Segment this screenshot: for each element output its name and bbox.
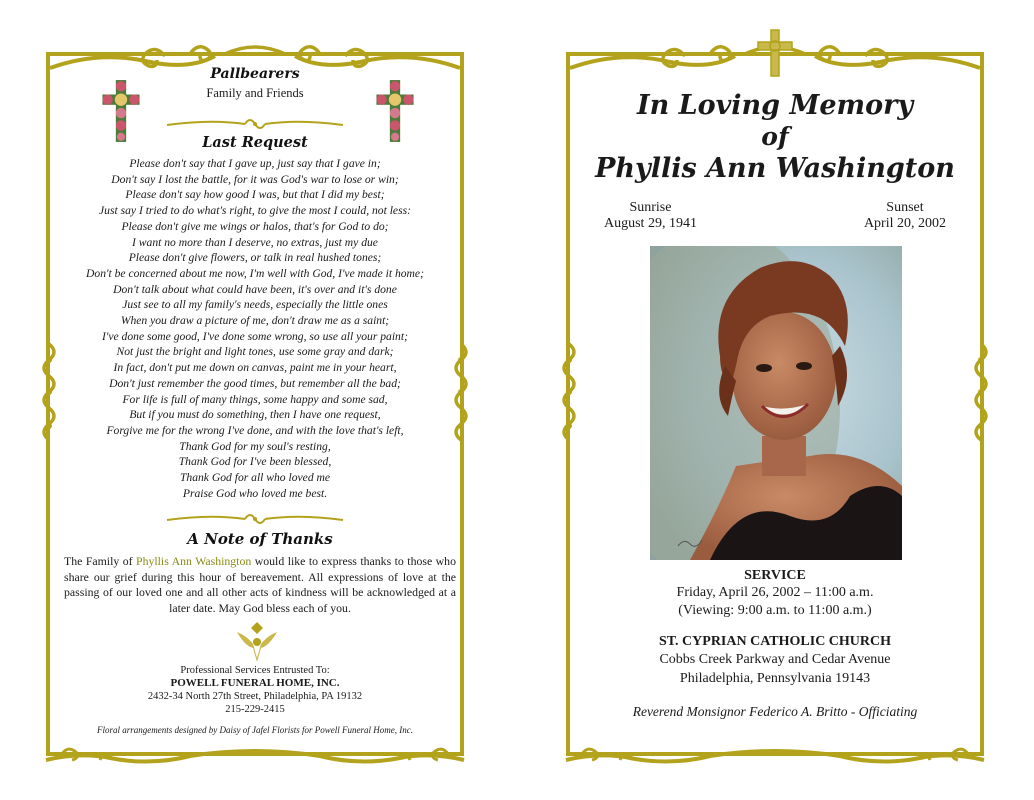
service-details [580, 568, 970, 720]
poem-line: Just say I tried to do what's right, to give the most I could, not less: [99, 204, 411, 218]
church-street: Cobbs Creek Parkway and Cedar Avenue [659, 652, 891, 667]
poem-line: When you draw a picture of me, don't draw me as a saint; [120, 314, 390, 328]
poem-line: Thank God for all who loved me [179, 471, 331, 485]
thanks-text-start: The Family of [64, 554, 137, 568]
poem-line: In fact, don't put me down on canvas, paint me in your heart, [113, 361, 397, 375]
service-time: Friday, April 26, 2002 – 11:00 a.m. [676, 585, 874, 600]
sunset-block [864, 200, 946, 232]
poem-line: Thank God for my soul's resting, [179, 439, 331, 453]
bottom-flourish-ornament [40, 738, 470, 768]
deceased-name-highlight: Phyllis Ann Washington [136, 554, 252, 568]
poem-line: Don't talk about what could have been, it's over and it's done [113, 282, 397, 296]
eagle-emblem-icon [235, 618, 279, 664]
poem-line: Please don't give me wings or halos, that's for God to do; [121, 219, 389, 233]
poem-line: Don't say I lost the battle, for it was God's war to lose or win; [111, 172, 399, 186]
left-side-scroll-ornament [38, 340, 60, 450]
officiant: Reverend Monsignor Federico A. Britto - Officiating [632, 704, 918, 719]
poem-line: Don't just remember the good times, but remember all the bad; [109, 376, 401, 390]
poem-line: Please don't say how good I was, but that I did my best; [125, 188, 385, 202]
left-side-scroll-ornament [558, 340, 580, 450]
right-side-scroll-ornament [970, 340, 992, 450]
poem [60, 156, 450, 501]
pallbearers-text: Family and Friends [206, 86, 304, 100]
poem-line: Just see to all my family's needs, especially the little ones [122, 298, 388, 312]
viewing-time: (Viewing: 9:00 a.m. to 11:00 a.m.) [678, 603, 872, 618]
service-heading: SERVICE [744, 568, 806, 583]
pallbearers-heading: Pallbearers [210, 66, 300, 82]
sunset-date: April 20, 2002 [863, 216, 946, 231]
funeral-home-address: 2432-34 North 27th Street, Philadelphia, PA 19132 [147, 691, 363, 702]
services-label: Professional Services Entrusted To: [180, 665, 330, 676]
poem-line: Please don't give flowers, or talk in real hushed tones; [128, 251, 382, 265]
poem-line: Praise God who loved me best. [182, 486, 328, 500]
poem-line: Not just the bright and light tones, use some gray and dark; [116, 345, 394, 359]
thanks-text-end: would like to express thanks to those who share our grief during this hour of bereavement. All expressions of love at the passing of our loved one and all other acts of kindness will be acknowledged at a later date. May God bless each of you. [64, 554, 456, 615]
floral-credit: Floral arrangements designed by Daisy of Jafel Florists for Powell Funeral Home, Inc. [97, 725, 413, 735]
poem-line: For life is full of many things, some happy and some sad, [122, 392, 388, 406]
sunrise-date: August 29, 1941 [604, 216, 697, 231]
poem-line: I've done some good, I've done some wrong, so use all your paint; [102, 329, 408, 343]
right-side-scroll-ornament [450, 340, 472, 450]
poem-line: But if you must do something, then I have one request, [129, 408, 381, 422]
thanks-paragraph [64, 554, 456, 616]
poem-line: Please don't say that I gave up, just say that I gave in; [129, 157, 381, 170]
divider-ornament [165, 115, 345, 131]
title-line1: In Loving Memory [636, 90, 914, 121]
funeral-home-info [60, 664, 450, 737]
poem-line: Thank God for I've been blessed, [178, 455, 332, 469]
poem-line: I want no more than I deserve, no extras, just my due [132, 235, 378, 249]
cross-icon [756, 28, 794, 78]
bottom-flourish-ornament [560, 738, 990, 768]
thanks-heading: A Note of Thanks [187, 530, 333, 548]
sunrise-label: Sunrise [629, 200, 672, 215]
church-city: Philadelphia, Pennsylvania 19143 [679, 671, 871, 686]
divider-ornament [165, 510, 345, 526]
last-request-heading: Last Request [202, 134, 308, 151]
deceased-name: Phyllis Ann Washington [595, 153, 955, 184]
memorial-title [580, 90, 970, 186]
funeral-home-phone: 215-229-2415 [225, 704, 285, 715]
last-request-section [60, 134, 450, 501]
sunrise-block [604, 200, 697, 232]
poem-line: Don't be concerned about me now, I'm well with God, I've made it home; [86, 266, 424, 280]
funeral-home-name: POWELL FUNERAL HOME, INC. [170, 677, 340, 689]
portrait-photo [650, 246, 902, 560]
right-page [560, 40, 990, 762]
pallbearers-section [60, 66, 450, 101]
poem-line: Forgive me for the wrong I've done, and with the love that's left, [106, 423, 404, 437]
note-of-thanks-section [64, 530, 456, 616]
left-page [40, 40, 470, 762]
title-line2: of [761, 122, 789, 151]
church-name: ST. CYPRIAN CATHOLIC CHURCH [658, 634, 892, 649]
sunset-label: Sunset [886, 200, 924, 215]
